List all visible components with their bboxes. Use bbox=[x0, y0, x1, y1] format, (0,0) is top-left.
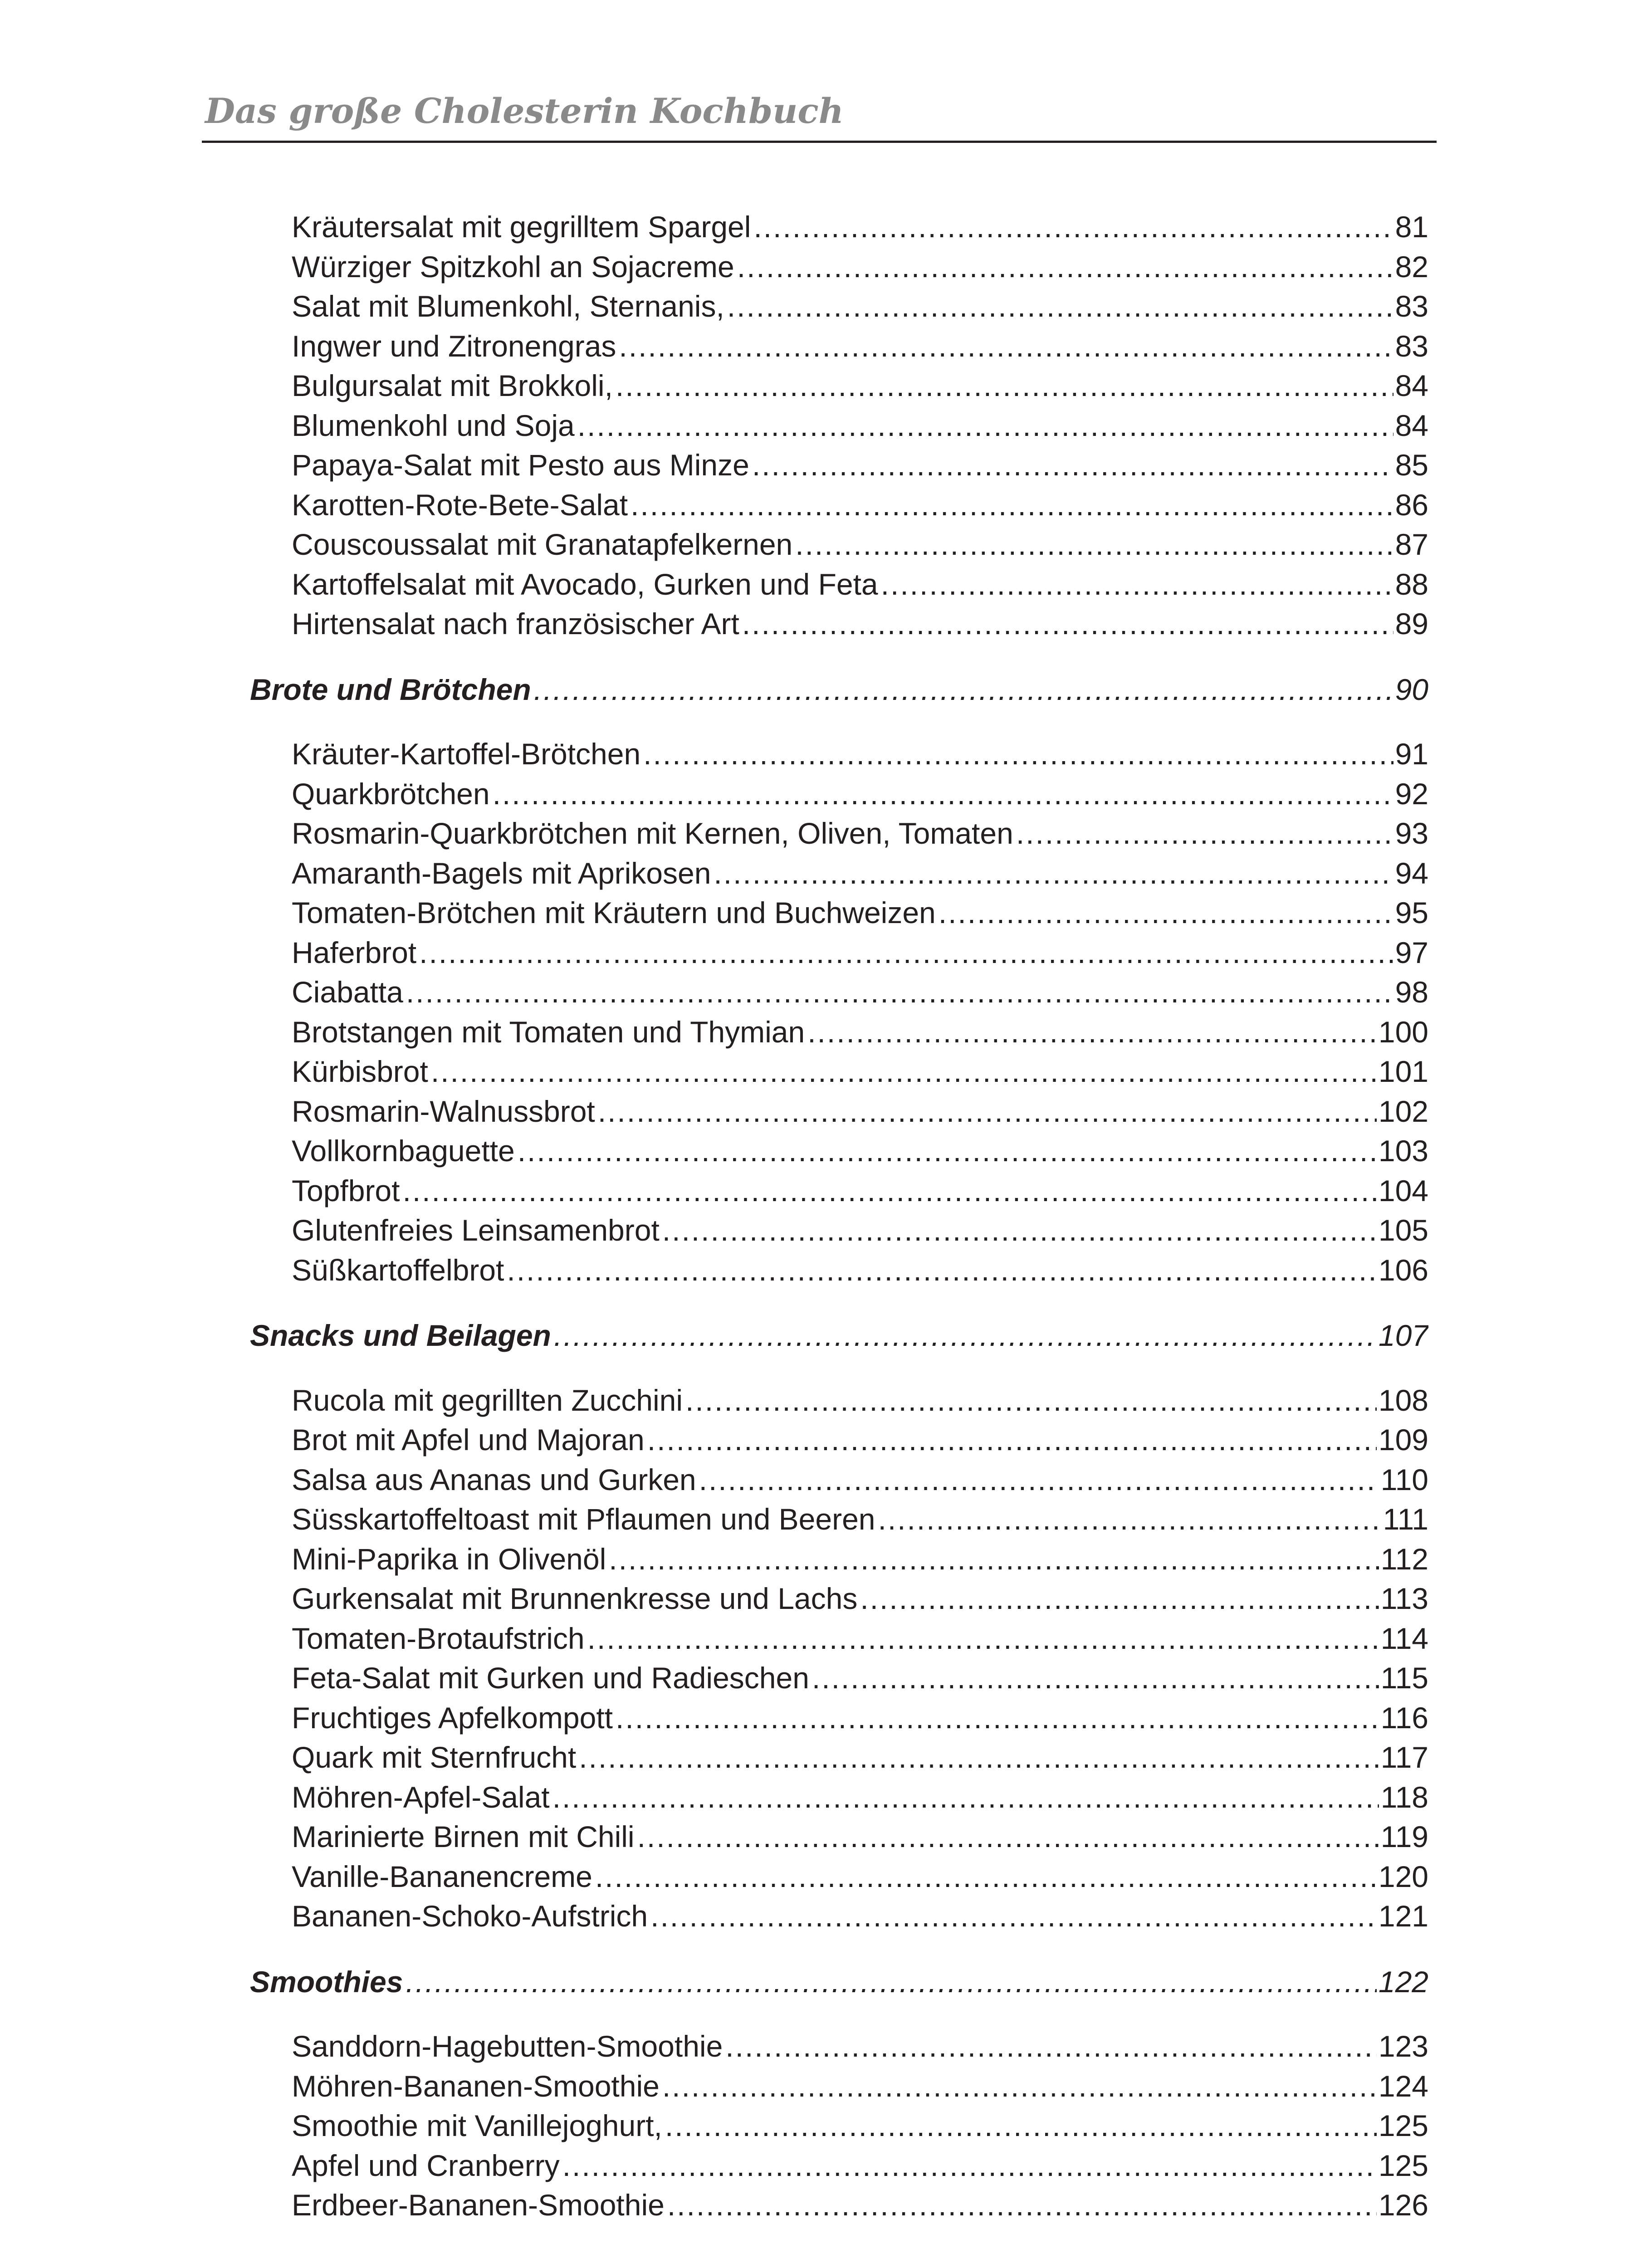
entry-title: Ciabatta bbox=[292, 975, 403, 1009]
page-number: 98 bbox=[1395, 975, 1428, 1009]
toc-entry[interactable] bbox=[292, 1420, 1428, 1460]
toc-entry[interactable] bbox=[292, 734, 1428, 774]
page-number: 118 bbox=[1380, 1780, 1428, 1814]
page-number: 123 bbox=[1378, 2029, 1428, 2063]
page-number: 95 bbox=[1395, 896, 1428, 929]
toc-entry[interactable] bbox=[292, 1052, 1428, 1091]
toc-entry[interactable] bbox=[292, 933, 1428, 973]
entry-title: Kartoffelsalat mit Avocado, Gurken und Feta bbox=[292, 567, 878, 601]
entry-title: Smoothie mit Vanillejoghurt, bbox=[292, 2109, 662, 2142]
page-number: 112 bbox=[1380, 1542, 1428, 1576]
section-title: Snacks und Beilagen bbox=[250, 1319, 551, 1352]
page-number: 82 bbox=[1395, 250, 1428, 284]
page-number: 85 bbox=[1395, 448, 1428, 482]
page-number: 93 bbox=[1395, 816, 1428, 850]
dot-leader bbox=[554, 1316, 1377, 1355]
dot-leader bbox=[631, 485, 1393, 525]
toc-entry[interactable] bbox=[292, 1579, 1428, 1618]
dot-leader bbox=[616, 1698, 1379, 1738]
dot-leader bbox=[699, 1460, 1379, 1500]
entry-title: Papaya-Salat mit Pesto aus Minze bbox=[292, 448, 749, 482]
toc-section-heading[interactable] bbox=[250, 1316, 1428, 1355]
toc-entry[interactable] bbox=[292, 1540, 1428, 1579]
entry-title: Vanille-Bananencreme bbox=[292, 1860, 592, 1893]
dot-leader bbox=[727, 287, 1393, 326]
entry-title: Haferbrot bbox=[292, 936, 417, 969]
toc-entry[interactable] bbox=[292, 207, 1428, 247]
page-number: 108 bbox=[1378, 1383, 1428, 1417]
toc-entry[interactable] bbox=[292, 2027, 1428, 2066]
page-number: 105 bbox=[1378, 1213, 1428, 1247]
dot-leader bbox=[662, 2067, 1377, 2106]
entry-title: Salat mit Blumenkohl, Sternanis, bbox=[292, 289, 724, 323]
page-number: 120 bbox=[1378, 1860, 1428, 1893]
dot-leader bbox=[579, 1738, 1379, 1777]
toc-entry[interactable] bbox=[292, 406, 1428, 445]
entry-title: Brot mit Apfel und Majoran bbox=[292, 1423, 645, 1457]
dot-leader bbox=[753, 207, 1393, 247]
page-number: 106 bbox=[1378, 1253, 1428, 1287]
page-number: 115 bbox=[1380, 1661, 1428, 1695]
dot-leader bbox=[431, 1052, 1377, 1091]
toc-entry[interactable] bbox=[292, 1698, 1428, 1738]
page-number: 111 bbox=[1383, 1502, 1428, 1536]
page-number: 125 bbox=[1378, 2149, 1428, 2182]
dot-leader bbox=[650, 1897, 1377, 1936]
page-number: 103 bbox=[1378, 1134, 1428, 1168]
page-number: 90 bbox=[1395, 673, 1428, 706]
entry-title: Quarkbrötchen bbox=[292, 777, 490, 811]
entry-title: Rosmarin-Quarkbrötchen mit Kernen, Oliven, Tomaten bbox=[292, 816, 1013, 850]
page-number: 117 bbox=[1380, 1740, 1428, 1774]
dot-leader bbox=[1016, 814, 1393, 853]
toc-entry[interactable] bbox=[292, 774, 1428, 814]
toc-entry[interactable] bbox=[292, 1251, 1428, 1290]
dot-leader bbox=[714, 854, 1393, 893]
toc-entry[interactable] bbox=[292, 814, 1428, 853]
dot-leader bbox=[665, 2106, 1377, 2146]
toc-entry[interactable] bbox=[292, 1171, 1428, 1211]
page-number: 88 bbox=[1395, 567, 1428, 601]
dot-leader bbox=[742, 604, 1393, 644]
entry-title: Tomaten-Brotaufstrich bbox=[292, 1622, 585, 1655]
entry-title: Bananen-Schoko-Aufstrich bbox=[292, 1899, 648, 1933]
dot-leader bbox=[812, 1658, 1379, 1698]
dot-leader bbox=[616, 366, 1393, 406]
dot-leader bbox=[598, 1092, 1377, 1131]
page-number: 91 bbox=[1395, 737, 1428, 771]
entry-title: Ingwer und Zitronengras bbox=[292, 329, 616, 363]
dot-leader bbox=[643, 734, 1393, 774]
dot-leader bbox=[609, 1540, 1379, 1579]
entry-title: Amaranth-Bagels mit Aprikosen bbox=[292, 856, 711, 890]
dot-leader bbox=[878, 1500, 1381, 1539]
entry-title: Marinierte Birnen mit Chili bbox=[292, 1820, 635, 1853]
dot-leader bbox=[493, 774, 1393, 814]
toc-entry[interactable] bbox=[292, 893, 1428, 933]
toc-entry[interactable] bbox=[292, 2106, 1428, 2146]
toc-entry[interactable] bbox=[292, 485, 1428, 525]
page-number: 86 bbox=[1395, 488, 1428, 522]
entry-title: Topfbrot bbox=[292, 1174, 400, 1207]
page-number: 114 bbox=[1380, 1622, 1428, 1655]
page-number: 109 bbox=[1378, 1423, 1428, 1457]
dot-leader bbox=[752, 445, 1393, 485]
entry-title: Karotten-Rote-Bete-Salat bbox=[292, 488, 628, 522]
page-number: 81 bbox=[1395, 210, 1428, 244]
toc-entry[interactable] bbox=[292, 1131, 1428, 1171]
toc-entry[interactable] bbox=[292, 287, 1428, 326]
dot-leader bbox=[406, 973, 1393, 1012]
entry-title: Glutenfreies Leinsamenbrot bbox=[292, 1213, 660, 1247]
toc-entry[interactable] bbox=[292, 1460, 1428, 1500]
dot-leader bbox=[737, 247, 1393, 287]
dot-leader bbox=[795, 525, 1393, 564]
page-number: 89 bbox=[1395, 607, 1428, 640]
dot-leader bbox=[939, 893, 1393, 933]
dot-leader bbox=[552, 1778, 1379, 1817]
toc-entry[interactable] bbox=[292, 445, 1428, 485]
entry-title: Tomaten-Brötchen mit Kräutern und Buchweizen bbox=[292, 896, 936, 929]
toc-section-heading[interactable] bbox=[250, 670, 1428, 709]
dot-leader bbox=[662, 1211, 1377, 1250]
dot-leader bbox=[534, 670, 1393, 709]
entry-title: Blumenkohl und Soja bbox=[292, 409, 575, 442]
entry-title: Erdbeer-Bananen-Smoothie bbox=[292, 2188, 665, 2222]
page-number: 102 bbox=[1378, 1095, 1428, 1128]
dot-leader bbox=[637, 1817, 1379, 1857]
toc-entry[interactable] bbox=[292, 1092, 1428, 1131]
section-title: Brote und Brötchen bbox=[250, 673, 531, 706]
page-number: 92 bbox=[1395, 777, 1428, 811]
entry-title: Fruchtiges Apfelkompott bbox=[292, 1701, 613, 1735]
running-header: Das große Cholesterin Kochbuch bbox=[205, 91, 844, 131]
toc-entry[interactable] bbox=[292, 565, 1428, 604]
page-number: 122 bbox=[1378, 1965, 1428, 1999]
page-number: 84 bbox=[1395, 409, 1428, 442]
toc-entry[interactable] bbox=[292, 247, 1428, 287]
toc-entry[interactable] bbox=[292, 1658, 1428, 1698]
page-number: 83 bbox=[1395, 289, 1428, 323]
page-number: 113 bbox=[1380, 1582, 1428, 1615]
entry-title: Süßkartoffelbrot bbox=[292, 1253, 504, 1287]
toc-entry[interactable] bbox=[292, 1738, 1428, 1777]
dot-leader bbox=[577, 406, 1393, 445]
entry-title: Gurkensalat mit Brunnenkresse und Lachs bbox=[292, 1582, 858, 1615]
toc-entry[interactable] bbox=[292, 973, 1428, 1012]
page-number: 87 bbox=[1395, 528, 1428, 561]
toc-entry[interactable] bbox=[292, 1778, 1428, 1817]
entry-title: Rucola mit gegrillten Zucchini bbox=[292, 1383, 683, 1417]
dot-leader bbox=[587, 1619, 1379, 1658]
page-number: 101 bbox=[1378, 1055, 1428, 1088]
page-number: 110 bbox=[1380, 1463, 1428, 1496]
entry-title: Apfel und Cranberry bbox=[292, 2149, 560, 2182]
page-number: 116 bbox=[1380, 1701, 1428, 1735]
dot-leader bbox=[619, 327, 1393, 366]
toc-entry[interactable] bbox=[292, 1211, 1428, 1250]
entry-title: Möhren-Apfel-Salat bbox=[292, 1780, 550, 1814]
toc-entry[interactable] bbox=[292, 1500, 1428, 1539]
page-number: 107 bbox=[1378, 1319, 1428, 1352]
page-number: 104 bbox=[1378, 1174, 1428, 1207]
dot-leader bbox=[647, 1420, 1377, 1460]
dot-leader bbox=[667, 2185, 1377, 2225]
page-number: 100 bbox=[1378, 1015, 1428, 1049]
page-number: 97 bbox=[1395, 936, 1428, 969]
entry-title: Couscoussalat mit Granatapfelkernen bbox=[292, 528, 793, 561]
toc-entry[interactable] bbox=[292, 525, 1428, 564]
page-number: 94 bbox=[1395, 856, 1428, 890]
entry-title: Vollkornbaguette bbox=[292, 1134, 515, 1168]
dot-leader bbox=[507, 1251, 1377, 1290]
dot-leader bbox=[419, 933, 1393, 973]
dot-leader bbox=[518, 1131, 1377, 1171]
toc-entry[interactable] bbox=[292, 1619, 1428, 1658]
dot-leader bbox=[725, 2027, 1377, 2066]
entry-title: Sanddorn-Hagebutten-Smoothie bbox=[292, 2029, 723, 2063]
toc-entry[interactable] bbox=[292, 2067, 1428, 2106]
entry-title: Quark mit Sternfrucht bbox=[292, 1740, 577, 1774]
toc-entry[interactable] bbox=[292, 1857, 1428, 1897]
dot-leader bbox=[881, 565, 1393, 604]
entry-title: Möhren-Bananen-Smoothie bbox=[292, 2069, 660, 2103]
page-number: 119 bbox=[1380, 1820, 1428, 1853]
dot-leader bbox=[860, 1579, 1379, 1618]
toc-entry[interactable] bbox=[292, 854, 1428, 893]
dot-leader bbox=[562, 2146, 1377, 2185]
entry-title: Kräuter-Kartoffel-Brötchen bbox=[292, 737, 641, 771]
toc-entry[interactable] bbox=[292, 2185, 1428, 2225]
page-number: 124 bbox=[1378, 2069, 1428, 2103]
entry-title: Kräutersalat mit gegrilltem Spargel bbox=[292, 210, 751, 244]
page-number: 84 bbox=[1395, 369, 1428, 402]
dot-leader bbox=[406, 1962, 1376, 2002]
toc-entry[interactable] bbox=[292, 1897, 1428, 1936]
entry-title: Salsa aus Ananas und Gurken bbox=[292, 1463, 696, 1496]
page-number: 125 bbox=[1378, 2109, 1428, 2142]
toc-entry[interactable] bbox=[292, 1817, 1428, 1857]
entry-title: Rosmarin-Walnussbrot bbox=[292, 1095, 595, 1128]
toc-entry[interactable] bbox=[292, 2146, 1428, 2185]
dot-leader bbox=[807, 1012, 1377, 1052]
toc-section-heading[interactable] bbox=[250, 1962, 1428, 2002]
toc-entry[interactable] bbox=[292, 327, 1428, 366]
dot-leader bbox=[595, 1857, 1377, 1897]
toc-entry[interactable] bbox=[292, 1381, 1428, 1420]
entry-title: Hirtensalat nach französischer Art bbox=[292, 607, 739, 640]
entry-title: Mini-Paprika in Olivenöl bbox=[292, 1542, 606, 1576]
page-number: 126 bbox=[1378, 2188, 1428, 2222]
dot-leader bbox=[685, 1381, 1377, 1420]
page-number: 83 bbox=[1395, 329, 1428, 363]
entry-title: Bulgursalat mit Brokkoli, bbox=[292, 369, 613, 402]
toc-entry[interactable] bbox=[292, 366, 1428, 406]
dot-leader bbox=[402, 1171, 1376, 1211]
toc-entry[interactable] bbox=[292, 604, 1428, 644]
section-title: Smoothies bbox=[250, 1965, 403, 1999]
entry-title: Süsskartoffeltoast mit Pflaumen und Beeren bbox=[292, 1502, 875, 1536]
page-number: 121 bbox=[1378, 1899, 1428, 1933]
entry-title: Kürbisbrot bbox=[292, 1055, 428, 1088]
entry-title: Würziger Spitzkohl an Sojacreme bbox=[292, 250, 734, 284]
toc-entry[interactable] bbox=[292, 1012, 1428, 1052]
entry-title: Brotstangen mit Tomaten und Thymian bbox=[292, 1015, 805, 1049]
entry-title: Feta-Salat mit Gurken und Radieschen bbox=[292, 1661, 809, 1695]
